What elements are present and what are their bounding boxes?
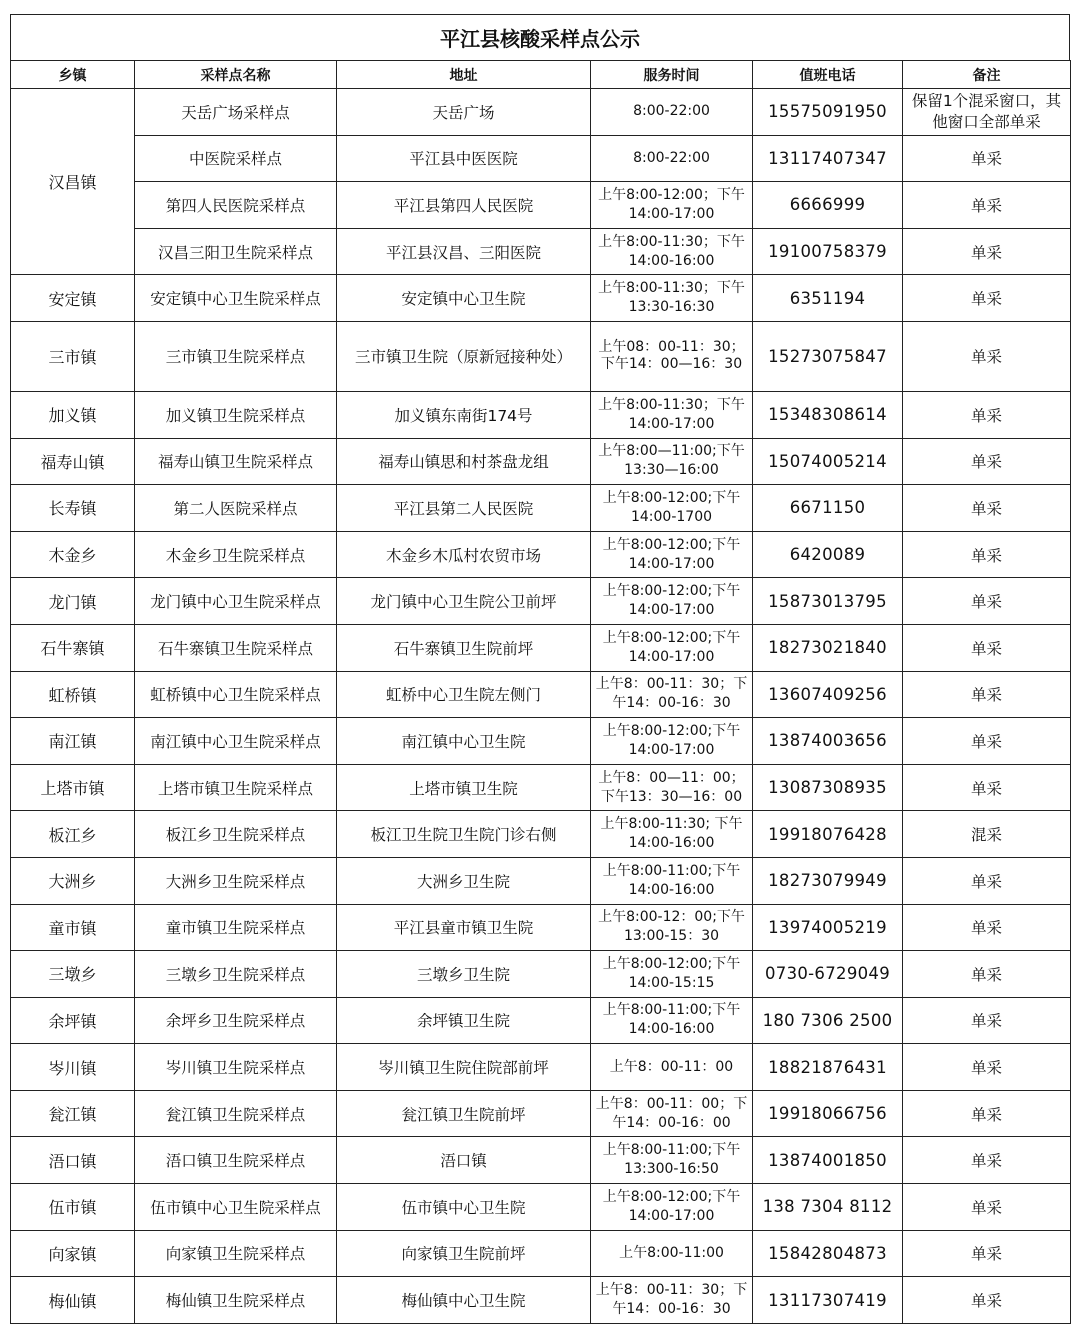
cell-town: 梅仙镇 [11, 1277, 135, 1324]
cell-service-time: 上午8：00-11：00 [591, 1044, 753, 1091]
cell-phone: 13874001850 [753, 1137, 903, 1184]
cell-service-time: 上午8:00-11:30；下午13:30-16:30 [591, 275, 753, 322]
table-row [11, 1277, 1071, 1324]
table-row [11, 904, 1071, 951]
cell-note: 单采 [903, 624, 1071, 671]
cell-note: 单采 [903, 438, 1071, 485]
cell-phone: 15348308614 [753, 391, 903, 438]
header-address: 地址 [337, 61, 591, 89]
cell-service-time: 上午8:00-11:30；下午14:00-17:00 [591, 391, 753, 438]
cell-site-name: 三市镇卫生院采样点 [135, 321, 337, 391]
cell-phone: 13874003656 [753, 718, 903, 765]
cell-site-name: 虹桥镇中心卫生院采样点 [135, 671, 337, 718]
cell-address: 木金乡木瓜村农贸市场 [337, 531, 591, 578]
cell-note: 单采 [903, 578, 1071, 625]
cell-site-name: 中医院采样点 [135, 135, 337, 182]
cell-phone: 0730-6729049 [753, 951, 903, 998]
page-title: 平江县核酸采样点公示 [10, 14, 1070, 60]
notice-sheet [10, 14, 1070, 1324]
header-town: 乡镇 [11, 61, 135, 89]
table-row [11, 1044, 1071, 1091]
table-row [11, 1137, 1071, 1184]
cell-service-time: 8:00-22:00 [591, 89, 753, 136]
cell-note: 单采 [903, 531, 1071, 578]
cell-note: 单采 [903, 904, 1071, 951]
cell-note: 单采 [903, 1090, 1071, 1137]
table-row [11, 1184, 1071, 1231]
cell-address: 梅仙镇中心卫生院 [337, 1277, 591, 1324]
cell-town: 长寿镇 [11, 485, 135, 532]
cell-note: 单采 [903, 275, 1071, 322]
table-row [11, 951, 1071, 998]
table-row [11, 321, 1071, 391]
header-site-name: 采样点名称 [135, 61, 337, 89]
cell-address: 龙门镇中心卫生院公卫前坪 [337, 578, 591, 625]
header-phone: 值班电话 [753, 61, 903, 89]
cell-town: 加义镇 [11, 391, 135, 438]
cell-note: 单采 [903, 1277, 1071, 1324]
cell-town: 童市镇 [11, 904, 135, 951]
cell-site-name: 三墩乡卫生院采样点 [135, 951, 337, 998]
cell-site-name: 安定镇中心卫生院采样点 [135, 275, 337, 322]
cell-site-name: 第二人医院采样点 [135, 485, 337, 532]
cell-service-time: 上午8:00-12:00;下午14:00-17:00 [591, 1184, 753, 1231]
cell-phone: 6671150 [753, 485, 903, 532]
cell-note: 单采 [903, 1230, 1071, 1277]
cell-address: 向家镇卫生院前坪 [337, 1230, 591, 1277]
cell-note: 单采 [903, 951, 1071, 998]
cell-service-time: 上午8:00-12:00;下午14:00-1700 [591, 485, 753, 532]
table-row [11, 764, 1071, 811]
cell-service-time: 上午8:00-11:00;下午14:00-16:00 [591, 857, 753, 904]
table-row [11, 718, 1071, 765]
table-row [11, 857, 1071, 904]
cell-site-name: 童市镇卫生院采样点 [135, 904, 337, 951]
cell-phone: 13974005219 [753, 904, 903, 951]
cell-service-time: 上午8:00-11:30; 下午14:00-16:00 [591, 811, 753, 858]
table-row [11, 1230, 1071, 1277]
table-row [11, 275, 1071, 322]
cell-note: 混采 [903, 811, 1071, 858]
cell-phone: 13117407347 [753, 135, 903, 182]
cell-town: 瓮江镇 [11, 1090, 135, 1137]
cell-site-name: 石牛寨镇卫生院采样点 [135, 624, 337, 671]
cell-phone: 18273079949 [753, 857, 903, 904]
cell-address: 瓮江镇卫生院前坪 [337, 1090, 591, 1137]
cell-town: 安定镇 [11, 275, 135, 322]
cell-site-name: 瓮江镇卫生院采样点 [135, 1090, 337, 1137]
cell-address: 平江县中医医院 [337, 135, 591, 182]
cell-phone: 138 7304 8112 [753, 1184, 903, 1231]
cell-service-time: 上午8：00—11：00；下午13：30—16：00 [591, 764, 753, 811]
table-header-row [11, 61, 1071, 89]
cell-address: 浯口镇 [337, 1137, 591, 1184]
cell-address: 余坪镇卫生院 [337, 997, 591, 1044]
cell-note: 单采 [903, 997, 1071, 1044]
cell-service-time: 上午8:00-12:00;下午14:00-17:00 [591, 624, 753, 671]
cell-town: 上塔市镇 [11, 764, 135, 811]
cell-note: 单采 [903, 671, 1071, 718]
table-body [11, 89, 1071, 1324]
cell-address: 平江县第二人民医院 [337, 485, 591, 532]
cell-site-name: 岑川镇卫生院采样点 [135, 1044, 337, 1091]
cell-note: 保留1个混采窗口，其他窗口全部单采 [903, 89, 1071, 136]
table-row [11, 391, 1071, 438]
cell-town: 浯口镇 [11, 1137, 135, 1184]
cell-note: 单采 [903, 718, 1071, 765]
cell-town: 南江镇 [11, 718, 135, 765]
cell-service-time: 上午8:00—11:00;下午13:30—16:00 [591, 438, 753, 485]
cell-service-time: 上午8:00-12:00;下午14:00-17:00 [591, 531, 753, 578]
cell-site-name: 余坪乡卫生院采样点 [135, 997, 337, 1044]
cell-town: 向家镇 [11, 1230, 135, 1277]
cell-town: 虹桥镇 [11, 671, 135, 718]
cell-site-name: 第四人民医院采样点 [135, 182, 337, 229]
cell-town: 伍市镇 [11, 1184, 135, 1231]
cell-service-time: 8:00-22:00 [591, 135, 753, 182]
cell-phone: 19100758379 [753, 228, 903, 275]
cell-town: 汉昌镇 [11, 89, 135, 275]
cell-address: 平江县童市镇卫生院 [337, 904, 591, 951]
cell-note: 单采 [903, 857, 1071, 904]
table-row [11, 1090, 1071, 1137]
cell-phone: 19918066756 [753, 1090, 903, 1137]
table-row [11, 182, 1071, 229]
cell-town: 龙门镇 [11, 578, 135, 625]
cell-town: 岑川镇 [11, 1044, 135, 1091]
cell-service-time: 上午8：00-11：30；下午14：00-16：30 [591, 1277, 753, 1324]
cell-service-time: 上午8:00-11:00;下午14:00-16:00 [591, 997, 753, 1044]
cell-site-name: 板江乡卫生院采样点 [135, 811, 337, 858]
cell-phone: 19918076428 [753, 811, 903, 858]
cell-phone: 15273075847 [753, 321, 903, 391]
cell-phone: 13117307419 [753, 1277, 903, 1324]
cell-address: 上塔市镇卫生院 [337, 764, 591, 811]
cell-phone: 18273021840 [753, 624, 903, 671]
cell-address: 三墩乡卫生院 [337, 951, 591, 998]
sampling-sites-table [10, 60, 1071, 1324]
cell-address: 加义镇东南街174号 [337, 391, 591, 438]
cell-service-time: 上午08：00-11：30；下午14：00—16：30 [591, 321, 753, 391]
cell-site-name: 向家镇卫生院采样点 [135, 1230, 337, 1277]
cell-service-time: 上午8:00-12：00;下午13:00-15：30 [591, 904, 753, 951]
table-row [11, 578, 1071, 625]
cell-town: 福寿山镇 [11, 438, 135, 485]
cell-address: 岑川镇卫生院住院部前坪 [337, 1044, 591, 1091]
cell-phone: 15842804873 [753, 1230, 903, 1277]
cell-address: 南江镇中心卫生院 [337, 718, 591, 765]
table-row [11, 89, 1071, 136]
cell-site-name: 天岳广场采样点 [135, 89, 337, 136]
cell-phone: 15074005214 [753, 438, 903, 485]
cell-address: 石牛寨镇卫生院前坪 [337, 624, 591, 671]
cell-service-time: 上午8:00-12:00;下午14:00-17:00 [591, 578, 753, 625]
cell-site-name: 南江镇中心卫生院采样点 [135, 718, 337, 765]
cell-service-time: 上午8:00-11:00 [591, 1230, 753, 1277]
cell-note: 单采 [903, 1184, 1071, 1231]
cell-phone: 13607409256 [753, 671, 903, 718]
cell-address: 平江县汉昌、三阳医院 [337, 228, 591, 275]
cell-service-time: 上午8:00-12:00;下午14:00-17:00 [591, 718, 753, 765]
cell-phone: 180 7306 2500 [753, 997, 903, 1044]
cell-site-name: 伍市镇中心卫生院采样点 [135, 1184, 337, 1231]
cell-address: 虹桥中心卫生院左侧门 [337, 671, 591, 718]
cell-address: 安定镇中心卫生院 [337, 275, 591, 322]
cell-service-time: 上午8：00-11：30；下午14：00-16：30 [591, 671, 753, 718]
cell-address: 伍市镇中心卫生院 [337, 1184, 591, 1231]
cell-site-name: 龙门镇中心卫生院采样点 [135, 578, 337, 625]
cell-phone: 6666999 [753, 182, 903, 229]
cell-service-time: 上午8:00-12:00；下午14:00-17:00 [591, 182, 753, 229]
cell-phone: 13087308935 [753, 764, 903, 811]
cell-note: 单采 [903, 1044, 1071, 1091]
table-row [11, 671, 1071, 718]
cell-town: 木金乡 [11, 531, 135, 578]
cell-site-name: 上塔市镇卫生院采样点 [135, 764, 337, 811]
header-note: 备注 [903, 61, 1071, 89]
table-row [11, 135, 1071, 182]
cell-town: 板江乡 [11, 811, 135, 858]
cell-service-time: 上午8：00-11：00；下午14：00-16：00 [591, 1090, 753, 1137]
table-row [11, 624, 1071, 671]
cell-site-name: 福寿山镇卫生院采样点 [135, 438, 337, 485]
cell-town: 大洲乡 [11, 857, 135, 904]
cell-address: 大洲乡卫生院 [337, 857, 591, 904]
cell-site-name: 梅仙镇卫生院采样点 [135, 1277, 337, 1324]
cell-town: 石牛寨镇 [11, 624, 135, 671]
table-row [11, 228, 1071, 275]
cell-phone: 18821876431 [753, 1044, 903, 1091]
cell-site-name: 汉昌三阳卫生院采样点 [135, 228, 337, 275]
table-row [11, 485, 1071, 532]
cell-note: 单采 [903, 391, 1071, 438]
cell-site-name: 木金乡卫生院采样点 [135, 531, 337, 578]
cell-town: 三墩乡 [11, 951, 135, 998]
cell-town: 三市镇 [11, 321, 135, 391]
cell-note: 单采 [903, 228, 1071, 275]
cell-address: 三市镇卫生院（原新冠接种处） [337, 321, 591, 391]
cell-phone: 6351194 [753, 275, 903, 322]
cell-phone: 6420089 [753, 531, 903, 578]
table-row [11, 531, 1071, 578]
cell-note: 单采 [903, 321, 1071, 391]
cell-service-time: 上午8:00-11:30；下午14:00-16:00 [591, 228, 753, 275]
cell-phone: 15873013795 [753, 578, 903, 625]
cell-site-name: 浯口镇卫生院采样点 [135, 1137, 337, 1184]
table-row [11, 997, 1071, 1044]
cell-town: 余坪镇 [11, 997, 135, 1044]
cell-note: 单采 [903, 182, 1071, 229]
cell-address: 福寿山镇思和村茶盘龙组 [337, 438, 591, 485]
header-service-time: 服务时间 [591, 61, 753, 89]
cell-note: 单采 [903, 1137, 1071, 1184]
cell-service-time: 上午8:00-12:00;下午14:00-15:15 [591, 951, 753, 998]
table-row [11, 811, 1071, 858]
cell-site-name: 加义镇卫生院采样点 [135, 391, 337, 438]
cell-address: 天岳广场 [337, 89, 591, 136]
cell-address: 板江卫生院卫生院门诊右侧 [337, 811, 591, 858]
cell-note: 单采 [903, 485, 1071, 532]
cell-address: 平江县第四人民医院 [337, 182, 591, 229]
cell-note: 单采 [903, 135, 1071, 182]
cell-site-name: 大洲乡卫生院采样点 [135, 857, 337, 904]
cell-service-time: 上午8:00-11:00;下午13:300-16:50 [591, 1137, 753, 1184]
cell-note: 单采 [903, 764, 1071, 811]
cell-phone: 15575091950 [753, 89, 903, 136]
table-row [11, 438, 1071, 485]
